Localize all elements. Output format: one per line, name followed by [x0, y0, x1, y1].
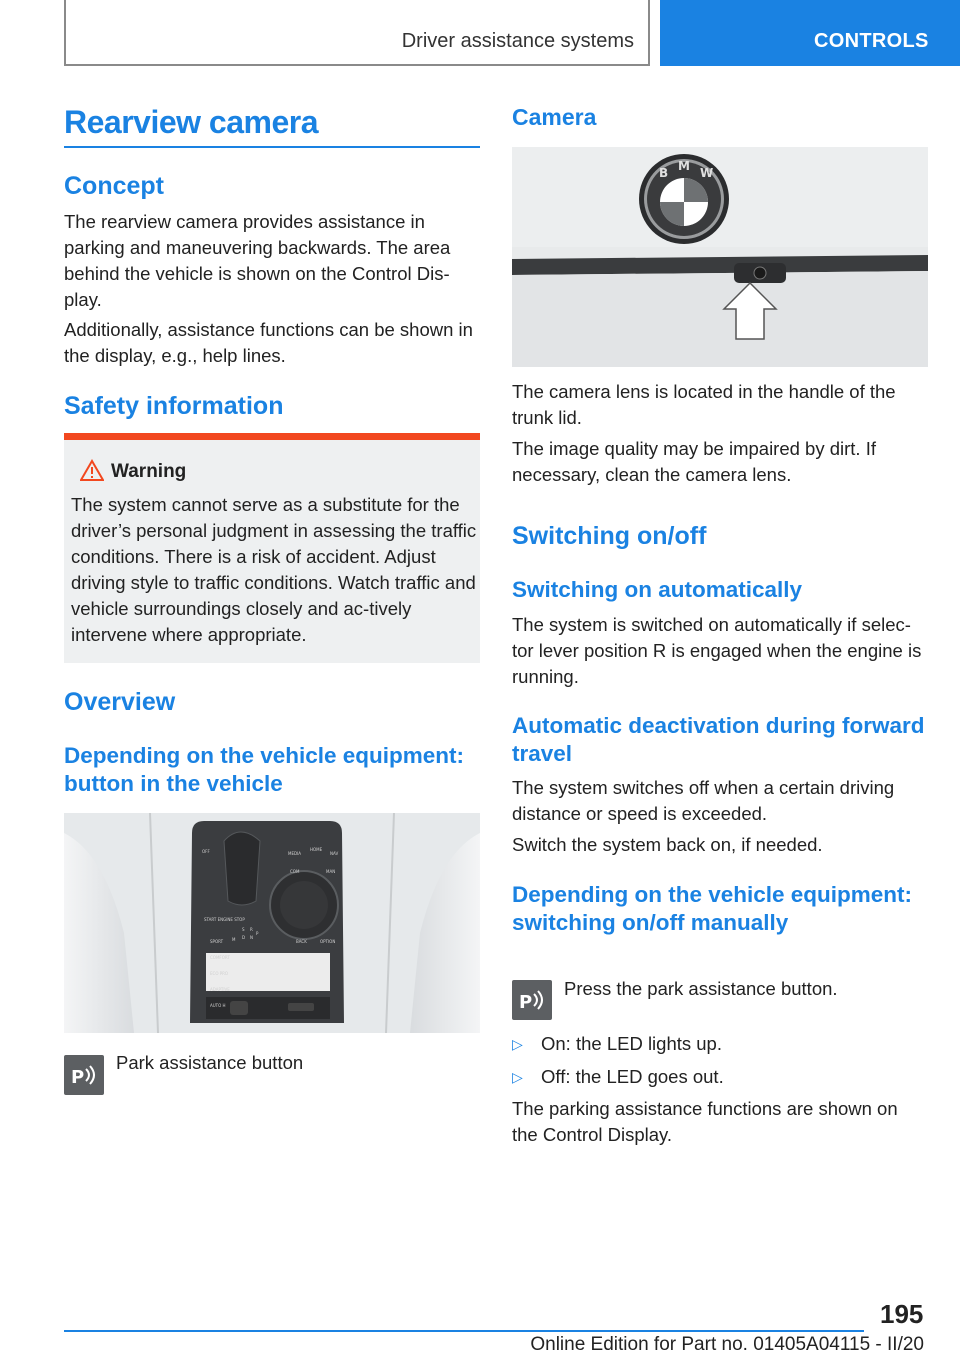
console-label-home: HOME — [310, 847, 323, 852]
header-chapter-tab[interactable] — [660, 0, 960, 66]
page-number: 195 — [880, 1299, 924, 1329]
header-section-box — [64, 0, 650, 66]
rear-camera-illustration — [512, 147, 928, 367]
closing-paragraph: The parking assistance functions are shown on the Control Display. — [512, 1098, 898, 1145]
auto-off-paragraph-1: The system switches off when a certain driving distance or speed is exceeded. — [512, 777, 895, 824]
manual-instruction: Press the park assistance button. — [564, 978, 838, 999]
console-label-eco-pro: ECO PRO — [210, 971, 229, 976]
camera-heading: Camera — [512, 104, 597, 130]
console-label-auto-h: AUTO H — [210, 1003, 226, 1008]
console-label-sport: SPORT — [210, 939, 224, 944]
concept-paragraph-2: Additionally, assistance functions can be shown in the display, e.g., help lines. — [64, 319, 473, 366]
warning-bar — [64, 433, 480, 440]
switching-heading: Switching on/off — [512, 522, 707, 550]
title-rule — [64, 146, 480, 148]
console-label-gear-n: N — [250, 935, 253, 940]
auto-on-text: The system is switched on automatically if selec-tor lever position R is engaged when the engine is running. — [512, 614, 922, 687]
warning-text: The system cannot serve as a substitute for the driver’s personal judgment in assessing the traffic conditions. There is a risk of accident. Adjust driving style to traffic conditions. Watch traffic and vehicle surroundings closely and ac-tively intervene where appropriate. — [71, 494, 477, 645]
console-label-gear-s: S — [242, 927, 245, 932]
bmw-badge-letter-m: M — [678, 159, 690, 173]
console-label-com: COM — [290, 869, 300, 874]
camera-paragraph-2: The image quality may be impaired by dirt. If necessary, clean the camera lens. — [512, 438, 876, 485]
header-chapter-label: CONTROLS — [814, 30, 929, 52]
list-item-off: Off: the LED goes out. — [541, 1066, 724, 1087]
triangle-bullet-icon: ▷ — [512, 1036, 523, 1052]
park-assistance-button-icon — [512, 980, 552, 1020]
concept-paragraph-1: The rearview camera provides assistance in parking and maneuvering backwards. The area behind the vehicle is shown on the Control Dis-play. — [64, 211, 451, 310]
console-label-gear-r: R — [250, 927, 253, 932]
console-label-gear-d: D — [242, 935, 246, 940]
camera-paragraph-1: The camera lens is located in the handle of the trunk lid. — [512, 381, 896, 428]
console-label-option: OPTION — [320, 939, 336, 944]
auto-off-heading: Automatic deactivation during forward travel — [512, 713, 925, 766]
triangle-bullet-icon: ▷ — [512, 1069, 523, 1085]
console-label-start-stop: START ENGINE STOP — [204, 917, 245, 922]
console-label-nav: NAV — [330, 851, 339, 856]
warning-box — [64, 433, 480, 663]
overview-subheading: Depending on the vehicle equipment: button in the vehicle — [64, 743, 465, 796]
warning-triangle-icon — [80, 459, 104, 481]
footer-rule — [64, 1330, 864, 1332]
edition-note: Online Edition for Part no. 01405A04115 - II/20 — [530, 1334, 924, 1355]
bmw-badge-letter-b: B — [659, 166, 669, 180]
console-label-back: BACK — [296, 939, 307, 944]
page-title: Rearview camera — [64, 104, 319, 140]
park-assistance-icon — [64, 1055, 104, 1095]
concept-heading: Concept — [64, 172, 164, 200]
overview-heading: Overview — [64, 688, 176, 716]
auto-off-paragraph-2: Switch the system back on, if needed. — [512, 834, 823, 855]
console-label-media: MEDIA — [288, 851, 301, 856]
list-item-on: On: the LED lights up. — [541, 1033, 722, 1054]
console-label-man: MAN — [326, 869, 336, 874]
rear-camera-drawing — [512, 147, 928, 367]
header-section-title: Driver assistance systems — [401, 30, 634, 52]
bmw-badge-letter-w: W — [700, 166, 714, 180]
center-console-drawing — [64, 813, 480, 1033]
warning-title: Warning — [111, 461, 187, 482]
console-label-gear-m: M — [232, 937, 236, 942]
safety-heading: Safety information — [64, 392, 284, 420]
console-label-off: OFF — [202, 849, 210, 854]
manual-heading: Depending on the vehicle equipment: switching on/off manually — [512, 882, 913, 935]
auto-on-heading: Switching on automatically — [512, 577, 803, 602]
console-label-adaptive: ADAPTIVE — [210, 987, 230, 992]
console-label-comfort: COMFORT — [210, 955, 230, 960]
svg-text:P: P — [519, 992, 533, 1013]
svg-text:P: P — [71, 1067, 85, 1088]
center-console-illustration — [64, 813, 480, 1033]
console-label-gear-p: P — [256, 931, 259, 936]
park-assistance-caption: Park assistance button — [116, 1052, 304, 1073]
